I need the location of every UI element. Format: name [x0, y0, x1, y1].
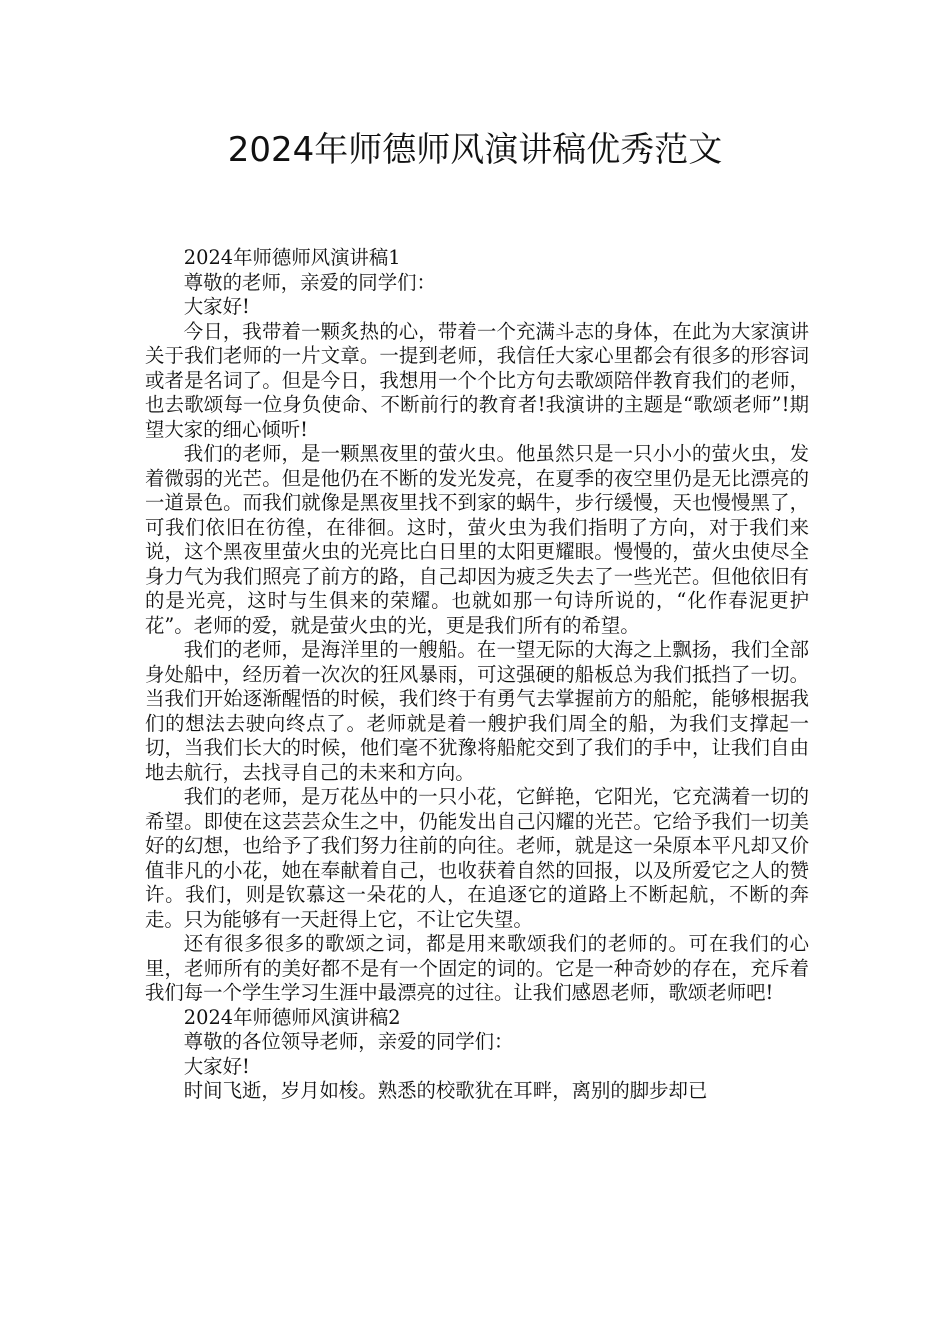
speech-1-heading: 2024年师德师风演讲稿1: [183, 246, 401, 269]
speech-1-paragraph: 还有很多很多的歌颂之词，都是用来歌颂我们的老师的。可在我们的心里，老师所有的美好都不是有一个固定的词的。它是一种奇妙的存在，充斥着我们每一个学生学习生涯中最漂亮的过往。让我们感恩老师，歌颂老师吧!: [145, 932, 809, 1004]
speech-2-paragraph: 时间飞逝，岁月如梭。熟悉的校歌犹在耳畔，离别的脚步却已: [183, 1079, 708, 1102]
speech-2-salutation: 尊敬的各位领导老师，亲爱的同学们：: [183, 1030, 514, 1053]
document-title: 2024年师德师风演讲稿优秀范文: [227, 130, 723, 170]
speech-1-greeting: 大家好!: [183, 295, 250, 318]
speech-1-paragraph: 我们的老师，是一颗黑夜里的萤火虫。他虽然只是一只小小的萤火虫，发着微弱的光芒。但是他仍在不断的发光发亮，在夏季的夜空里仍是无比漂亮的一道景色。而我们就像是黑夜里找不到家的蜗牛，步行缓慢，天也慢慢黑了，可我们依旧在彷徨，在徘徊。这时，萤火虫为我们指明了方向，对于我们来说，这个黑夜里萤火虫的光亮比白日里的太阳更耀眼。慢慢的，萤火虫使尽全身力气为我们照亮了前方的路，自己却因为疲乏失去了一些光芒。但他依旧有的是光亮，这时与生俱来的荣耀。也就如那一句诗所说的，“化作春泥更护花”。老师的爱，就是萤火虫的光，更是我们所有的希望。: [145, 442, 809, 637]
speech-2-greeting: 大家好!: [183, 1054, 250, 1078]
speech-1-paragraph: 我们的老师，是海洋里的一艘船。在一望无际的大海之上飘扬，我们全部身处船中，经历着一次次的狂风暴雨，可这强硬的船板总为我们抵挡了一切。当我们开始逐渐醒悟的时候，我们终于有勇气去掌握前方的船舵，能够根据我们的想法去驶向终点了。老师就是着一艘护我们周全的船，为我们支撑起一切，当我们长大的时候，他们毫不犹豫将船舵交到了我们的手中，让我们自由地去航行，去找寻自己的未来和方向。: [145, 638, 809, 784]
speech-1-salutation: 尊敬的老师，亲爱的同学们：: [183, 270, 436, 294]
speech-1-paragraph: 今日，我带着一颗炙热的心，带着一个充满斗志的身体，在此为大家演讲关于我们老师的一片文章。一提到老师，我信任大家心里都会有很多的形容词或者是名词了。但是今日，我想用一个个比方句去歌颂陪伴教育我们的老师，也去歌颂每一位身负使命、不断前行的教育者!我演讲的主题是“歌颂老师”!期望大家的细心倾听!: [145, 319, 809, 441]
document-body: [145, 246, 809, 1104]
speech-1-paragraph: 我们的老师，是万花丛中的一只小花，它鲜艳，它阳光，它充满着一切的希望。即使在这芸芸众生之中，仍能发出自己闪耀的光芒。它给予我们一切美好的幻想，也给予了我们努力往前的向往。老师，就是这一朵原本平凡却又价值非凡的小花，她在奉献着自己，也收获着自然的回报，以及所爱它之人的赞许。我们，则是钦慕这一朵花的人，在追逐它的道路上不断起航，不断的奔走。只为能够有一天赶得上它，不让它失望。: [145, 785, 809, 931]
speech-2-heading: 2024年师德师风演讲稿2: [183, 1005, 401, 1029]
